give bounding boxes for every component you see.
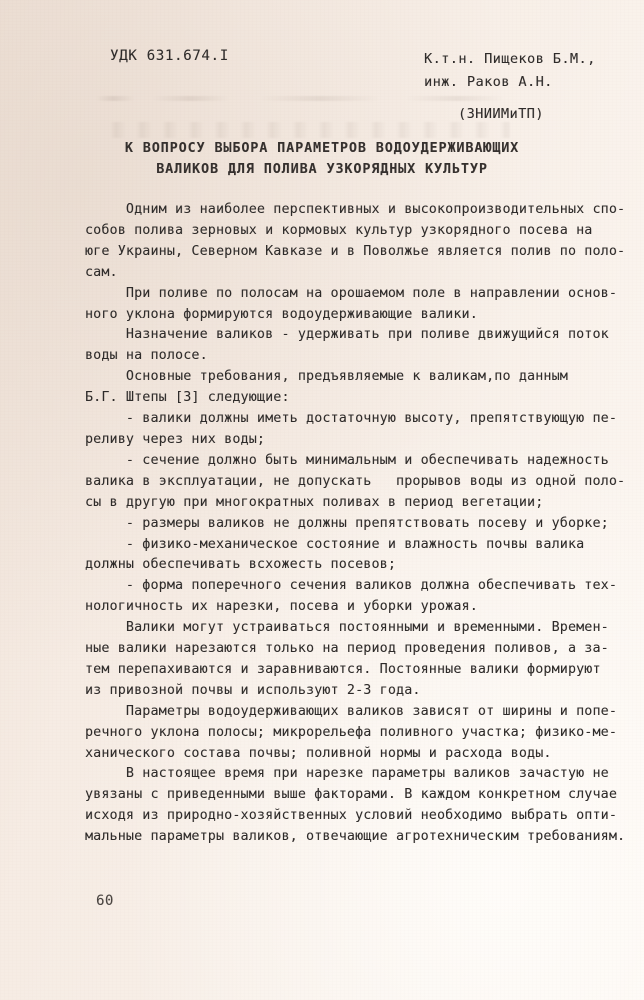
paragraph-line: Б.Г. Штепы [3] следующие: [85, 390, 290, 406]
author-byline [424, 48, 596, 126]
bullet-line: сы в другую при многократных поливах в период вегетации; [85, 494, 544, 510]
paragraph-line: из привозной почвы и используют 2-3 года. [85, 682, 421, 698]
paragraph-line: Основные требования, предъявляемые к валикам,по данным [85, 369, 568, 385]
bullet-line: нологичность их нарезки, посева и уборки урожая. [85, 599, 478, 615]
paragraph-line: тем перепахиваются и заравниваются. Постоянные валики формируют [85, 661, 601, 677]
paragraph-line: При поливе по полосам на орошаемом поле в направлении основ- [85, 285, 618, 301]
paragraph-line: собов полива зерновых и кормовых культур узкорядного посева на [85, 222, 593, 238]
paragraph-line: исходя из природно-хозяйственных условий необходимо выбрать опти- [85, 808, 618, 824]
bullet-line: реливу через них воды; [85, 431, 266, 447]
bullet-line: - форма поперечного сечения валиков должна обеспечивать тех- [85, 578, 618, 594]
author-name-secondary: инж. Раков А.Н. [424, 74, 553, 90]
paragraph-line: Одним из наиболее перспективных и высокопроизводительных спо- [85, 202, 626, 217]
page-title-line-1: К ВОПРОСУ ВЫБОРА ПАРАМЕТРОВ ВОДОУДЕРЖИВАЮЩИХ [124, 141, 520, 156]
page-title-line-2: ВАЛИКОВ ДЛЯ ПОЛИВА УЗКОРЯДНЫХ КУЛЬТУР [156, 162, 488, 177]
paragraph-line: Параметры водоудерживающих валиков зависят от ширины и попе- [85, 703, 618, 719]
paragraph-line: сам. [85, 264, 118, 280]
bullet-line: - валики должны иметь достаточную высоту, препятствующую пе- [85, 411, 618, 427]
paragraph-line: речного уклона полосы; микрорельефа поливного участка; физико-ме- [85, 724, 618, 740]
paragraph-line: Валики могут устраиваться постоянными и временными. Времен- [85, 620, 609, 636]
paragraph-line: ханического состава почвы; поливной нормы и расхода воды. [85, 745, 552, 761]
page-number: 60 [96, 893, 114, 909]
udk-classification-code: УДК 631.674.I [110, 48, 229, 64]
bullet-line: - размеры валиков не должны препятствовать посеву и уборке; [85, 515, 609, 531]
paragraph-line: Назначение валиков - удерживать при поливе движущийся поток [85, 327, 609, 343]
bullet-line: - физико-механическое состояние и влажность почвы валика [85, 536, 585, 552]
paragraph-line: ного уклона формируются водоудерживающие валики. [85, 306, 478, 322]
paragraph-line: юге Украины, Северном Кавказе и в Поволжье является полив по поло- [85, 243, 626, 259]
paragraph-line: мальные параметры валиков, отвечающие агротехническим требованиям. [85, 829, 626, 845]
organization-abbreviation: (ЗНИИМиТП) [458, 106, 544, 122]
author-name-primary: К.т.н. Пищеков Б.М., [424, 51, 596, 67]
paragraph-line: В настоящее время при нарезке параметры валиков зачастую не [85, 766, 609, 782]
paragraph-line: увязаны с приведенными выше факторами. В каждом конкретном случае [85, 787, 618, 803]
bullet-line: - сечение должно быть минимальным и обеспечивать надежность [85, 452, 609, 468]
bullet-line: валика в эксплуатации, не допускать прорывов воды из одной поло- [85, 473, 626, 489]
bullet-line: должны обеспечивать всхожесть посевов; [85, 557, 397, 573]
paragraph-line: ные валики нарезаются только на период проведения поливов, а за- [85, 641, 609, 657]
paragraph-line: воды на полосе. [85, 348, 208, 364]
page-title [0, 138, 644, 180]
article-body [85, 200, 626, 848]
